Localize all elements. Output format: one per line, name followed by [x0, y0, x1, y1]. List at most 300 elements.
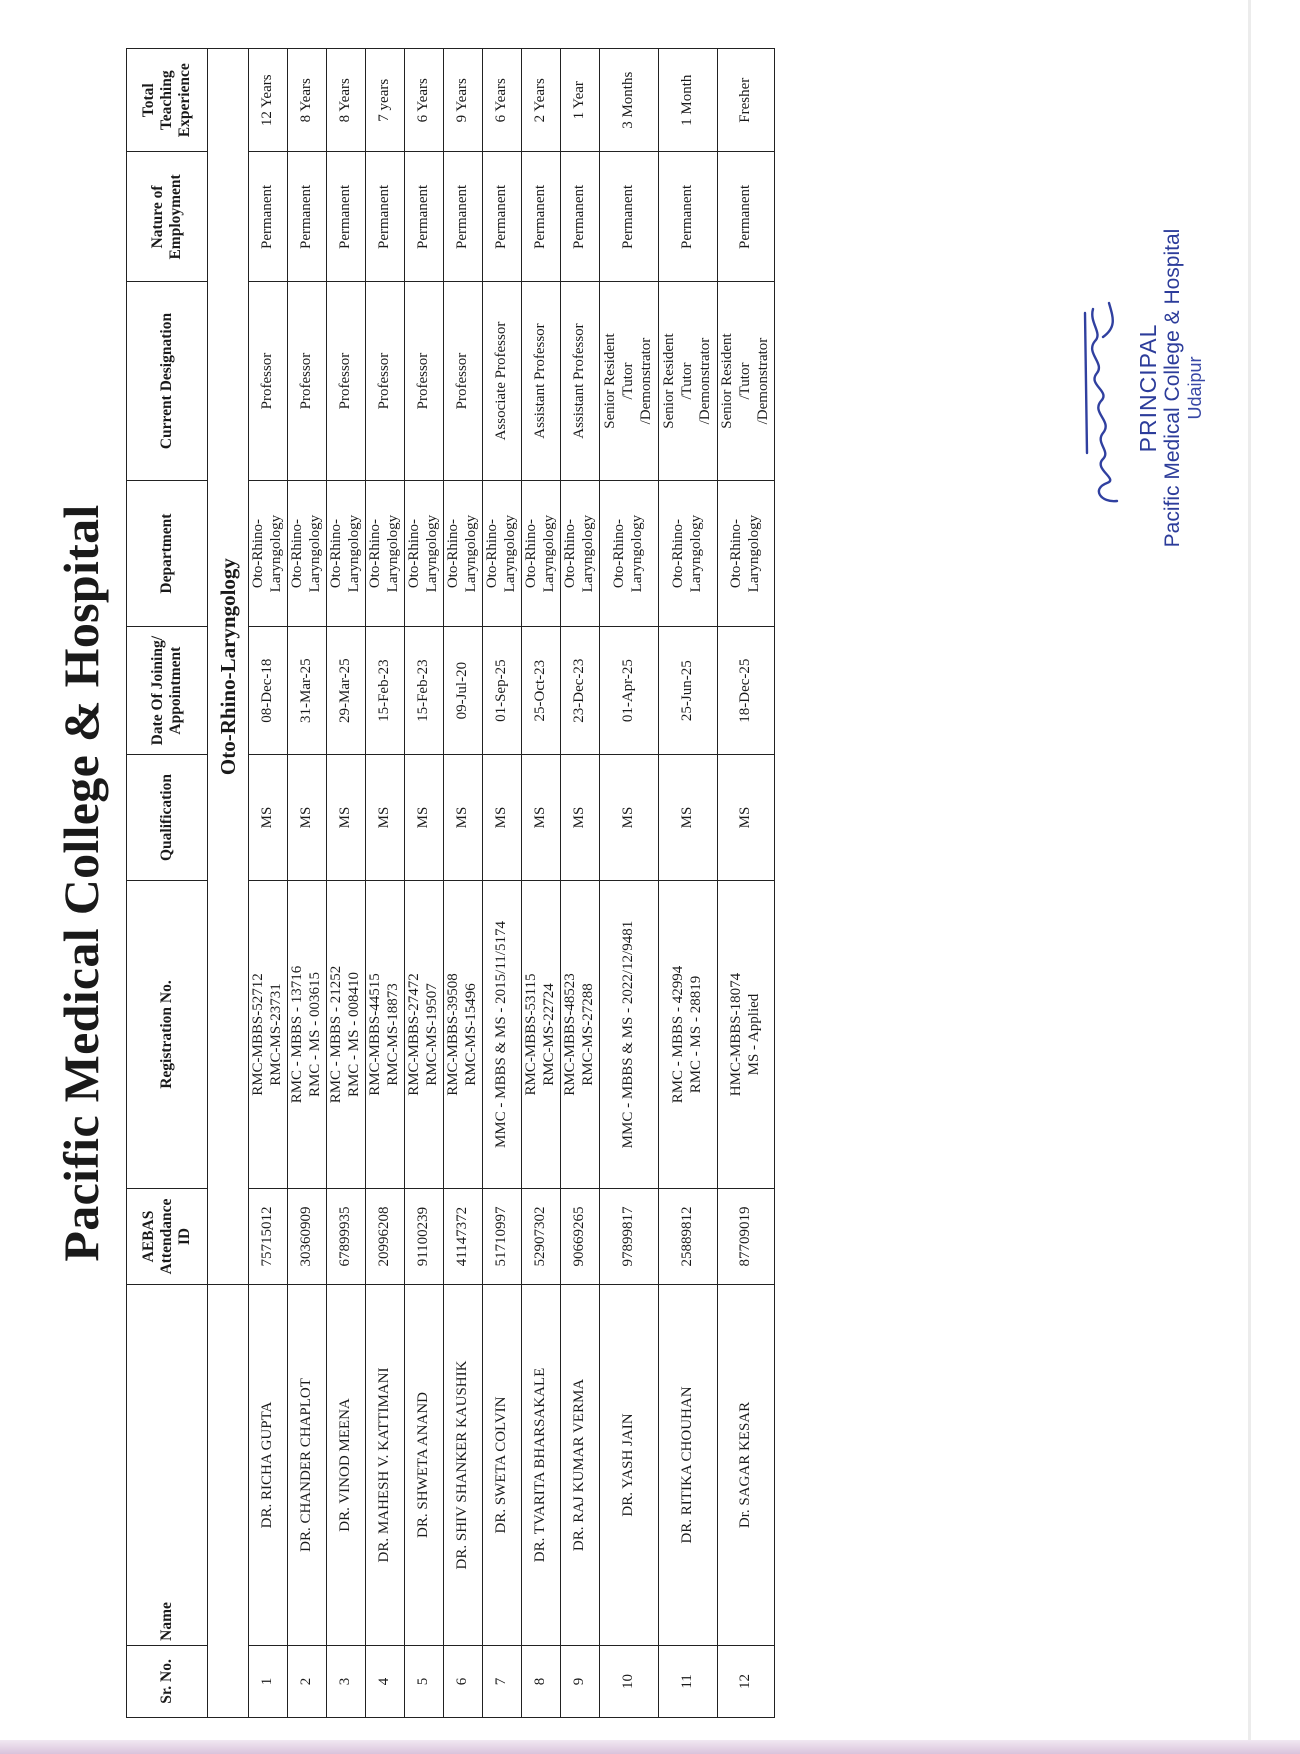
- rotated-page: [38, 48, 1268, 1718]
- sr-no: 8: [532, 1677, 549, 1686]
- cell-date-of-joining: [366, 627, 405, 754]
- qualification: MS: [454, 806, 471, 829]
- cell-name: [249, 1285, 288, 1646]
- cell-nature: [444, 152, 483, 282]
- cell-department: [659, 480, 718, 627]
- cell-nature: [405, 152, 444, 282]
- designation-line-3: /Demonstrator: [637, 337, 654, 425]
- qualification: MS: [679, 806, 696, 829]
- header-qualification: Qualification: [127, 754, 208, 880]
- aebas-id: 25889812: [679, 1206, 696, 1267]
- staff-name: DR. YASH JAIN: [620, 1413, 637, 1517]
- cell-qualification: [405, 754, 444, 880]
- sr-no: 11: [679, 1674, 696, 1689]
- qualification: MS: [298, 806, 315, 829]
- cell-designation: [561, 282, 600, 480]
- registration-line-2: RMC - MS - 28819: [688, 975, 704, 1094]
- cell-designation: [444, 282, 483, 480]
- designation-line-2: /Tutor: [679, 362, 696, 400]
- teaching-experience: Fresher: [737, 77, 754, 123]
- staff-table: [126, 48, 775, 1718]
- staff-name: DR. SWETA COLVIN: [493, 1396, 510, 1534]
- staff-name: DR. SHWETA ANAND: [415, 1392, 432, 1538]
- designation-line-1: Professor: [259, 352, 276, 410]
- nature-of-employment: Permanent: [532, 184, 549, 249]
- nature-of-employment: Permanent: [376, 184, 393, 249]
- cell-name: [405, 1285, 444, 1646]
- cell-aebas: [366, 1188, 405, 1284]
- stamp-title: PRINCIPAL: [1135, 323, 1161, 453]
- cell-date-of-joining: [659, 627, 718, 754]
- department-line-1: Oto-Rhino-: [670, 519, 687, 589]
- cell-designation: [483, 282, 522, 480]
- cell-department: [249, 480, 288, 627]
- department-line-1: Oto-Rhino-: [523, 519, 540, 589]
- cell-registration: [288, 881, 327, 1189]
- date-of-joining: 29-Mar-25: [337, 658, 354, 723]
- date-of-joining: 18-Dec-25: [737, 658, 754, 723]
- department-line-2: Laryngology: [746, 514, 762, 593]
- registration-line-1: RMC-MBBS-44515: [367, 973, 384, 1096]
- department-line-2: Laryngology: [541, 514, 557, 593]
- nature-of-employment: Permanent: [454, 184, 471, 249]
- date-of-joining: 09-Jul-20: [454, 661, 471, 720]
- registration-line-1: RMC-MBBS-53115: [523, 973, 540, 1096]
- registration-line-2: RMC-MS-18873: [385, 983, 401, 1086]
- cell-department: [405, 480, 444, 627]
- cell-department: [288, 480, 327, 627]
- cell-aebas: [405, 1188, 444, 1284]
- nature-of-employment: Permanent: [571, 184, 588, 249]
- cell-sr: [288, 1645, 327, 1717]
- cell-experience: [288, 49, 327, 152]
- cell-qualification: [561, 754, 600, 880]
- department-line-1: Oto-Rhino-: [611, 519, 628, 589]
- qualification: MS: [571, 806, 588, 829]
- designation-line-1: Senior Resident: [661, 333, 678, 429]
- cell-designation: [405, 282, 444, 480]
- teaching-experience: 6 Years: [493, 78, 510, 123]
- designation-line-1: Professor: [454, 352, 471, 410]
- registration-line-2: RMC-MS-27288: [580, 983, 596, 1086]
- designation-line-2: /Tutor: [620, 362, 637, 400]
- cell-name: [483, 1285, 522, 1646]
- aebas-id: 20996208: [376, 1206, 393, 1267]
- department-line-2: Laryngology: [268, 514, 284, 593]
- cell-qualification: [327, 754, 366, 880]
- aebas-id: 90669265: [571, 1206, 588, 1267]
- cell-designation: [659, 282, 718, 480]
- cell-nature: [600, 152, 659, 282]
- cell-sr: [249, 1645, 288, 1717]
- department-line-2: Laryngology: [385, 514, 401, 593]
- cell-aebas: [288, 1188, 327, 1284]
- cell-aebas: [249, 1188, 288, 1284]
- cell-designation: [249, 282, 288, 480]
- staff-name: DR. CHANDER CHAPLOT: [298, 1378, 315, 1552]
- cell-experience: [522, 49, 561, 152]
- cell-sr: [444, 1645, 483, 1717]
- department-line-2: Laryngology: [688, 514, 704, 593]
- cell-experience: [249, 49, 288, 152]
- registration-line-1: RMC-MBBS-39508: [445, 973, 462, 1096]
- qualification: MS: [415, 806, 432, 829]
- designation-line-1: Professor: [337, 352, 354, 410]
- registration-line-1: RMC-MBBS-52712: [250, 973, 267, 1096]
- cell-qualification: [249, 754, 288, 880]
- aebas-id: 41147372: [454, 1206, 471, 1267]
- header-aebas: AEBAS Attendance ID: [127, 1188, 208, 1284]
- cell-aebas: [522, 1188, 561, 1284]
- cell-registration: [405, 881, 444, 1189]
- sr-no: 7: [493, 1677, 510, 1686]
- teaching-experience: 1 Month: [679, 74, 696, 126]
- cell-sr: [659, 1645, 718, 1717]
- cell-name: [366, 1285, 405, 1646]
- cell-date-of-joining: [444, 627, 483, 754]
- department-line-2: Laryngology: [424, 514, 440, 593]
- aebas-id: 67899935: [337, 1206, 354, 1267]
- cell-aebas: [561, 1188, 600, 1284]
- registration-line-2: RMC-MS-19507: [424, 983, 440, 1086]
- department-line-1: Oto-Rhino-: [250, 519, 267, 589]
- cell-sr: [718, 1645, 775, 1717]
- nature-of-employment: Permanent: [415, 184, 432, 249]
- cell-designation: [522, 282, 561, 480]
- nature-of-employment: Permanent: [679, 184, 696, 249]
- registration-line-2: RMC-MS-22724: [541, 983, 557, 1086]
- cell-designation: [288, 282, 327, 480]
- cell-department: [522, 480, 561, 627]
- cell-registration: [327, 881, 366, 1189]
- teaching-experience: 8 Years: [337, 78, 354, 123]
- cell-nature: [522, 152, 561, 282]
- table-row: [718, 49, 775, 1718]
- registration-line-2: RMC - MS - 008410: [346, 972, 362, 1098]
- cell-registration: [366, 881, 405, 1189]
- aebas-id: 87709019: [737, 1206, 754, 1267]
- cell-department: [327, 480, 366, 627]
- date-of-joining: 25-Oct-23: [532, 659, 549, 722]
- section-title: Oto-Rhino-Laryngology: [208, 49, 249, 1285]
- cell-date-of-joining: [249, 627, 288, 754]
- stamp-org: Pacific Medical College & Hospital: [1161, 228, 1184, 548]
- registration-line-1: RMC - MBBS - 13716: [289, 965, 306, 1104]
- cell-nature: [659, 152, 718, 282]
- cell-department: [366, 480, 405, 627]
- cell-registration: [659, 881, 718, 1189]
- cell-name: [522, 1285, 561, 1646]
- nature-of-employment: Permanent: [337, 184, 354, 249]
- cell-experience: [483, 49, 522, 152]
- department-line-1: Oto-Rhino-: [367, 519, 384, 589]
- header-experience: Total Teaching Experience: [127, 49, 208, 152]
- signature-icon: [1073, 283, 1135, 513]
- cell-experience: [405, 49, 444, 152]
- date-of-joining: 01-Apr-25: [620, 659, 637, 723]
- cell-date-of-joining: [561, 627, 600, 754]
- department-line-1: Oto-Rhino-: [328, 519, 345, 589]
- sr-no: 10: [620, 1673, 637, 1689]
- nature-of-employment: Permanent: [737, 184, 754, 249]
- department-line-2: Laryngology: [307, 514, 323, 593]
- date-of-joining: 15-Feb-23: [415, 659, 432, 722]
- cell-designation: [366, 282, 405, 480]
- cell-sr: [561, 1645, 600, 1717]
- designation-line-1: Senior Resident: [719, 333, 736, 429]
- designation-line-1: Senior Resident: [602, 333, 619, 429]
- cell-date-of-joining: [522, 627, 561, 754]
- department-line-2: Laryngology: [346, 514, 362, 593]
- cell-nature: [327, 152, 366, 282]
- cell-name: [659, 1285, 718, 1646]
- cell-department: [718, 480, 775, 627]
- cell-registration: [444, 881, 483, 1189]
- designation-line-2: /Tutor: [737, 362, 754, 400]
- date-of-joining: 01-Sep-25: [493, 659, 510, 722]
- teaching-experience: 7 years: [376, 78, 393, 122]
- department-line-1: Oto-Rhino-: [289, 519, 306, 589]
- department-line-1: Oto-Rhino-: [562, 519, 579, 589]
- cell-date-of-joining: [327, 627, 366, 754]
- qualification: MS: [620, 806, 637, 829]
- registration-line-2: RMC-MS-15496: [463, 983, 479, 1086]
- staff-name: DR. RITIKA CHOUHAN: [679, 1386, 696, 1544]
- cell-name: [600, 1285, 659, 1646]
- qualification: MS: [259, 806, 276, 829]
- cell-qualification: [600, 754, 659, 880]
- registration-line-2: RMC-MS-23731: [268, 983, 284, 1086]
- designation-line-1: Assistant Professor: [532, 323, 549, 439]
- table-row: [405, 49, 444, 1718]
- cell-experience: [718, 49, 775, 152]
- cell-aebas: [600, 1188, 659, 1284]
- staff-name: DR. MAHESH V. KATTIMANI: [376, 1367, 393, 1563]
- cell-department: [600, 480, 659, 627]
- registration-line-1: RMC - MBBS - 42994: [670, 965, 687, 1104]
- cell-sr: [366, 1645, 405, 1717]
- teaching-experience: 12 Years: [259, 74, 276, 127]
- cell-registration: [718, 881, 775, 1189]
- cell-department: [561, 480, 600, 627]
- cell-registration: [483, 881, 522, 1189]
- cell-department: [444, 480, 483, 627]
- teaching-experience: 8 Years: [298, 78, 315, 123]
- cell-aebas: [718, 1188, 775, 1284]
- aebas-id: 52907302: [532, 1206, 549, 1267]
- cell-experience: [561, 49, 600, 152]
- nature-of-employment: Permanent: [298, 184, 315, 249]
- aebas-id: 97899817: [620, 1206, 637, 1267]
- registration-line-1: HMC-MBBS-18074: [728, 972, 745, 1097]
- sr-no: 6: [454, 1677, 471, 1686]
- cell-date-of-joining: [483, 627, 522, 754]
- cell-qualification: [366, 754, 405, 880]
- cell-name: [444, 1285, 483, 1646]
- teaching-experience: 9 Years: [454, 78, 471, 123]
- cell-nature: [718, 152, 775, 282]
- department-line-2: Laryngology: [580, 514, 596, 593]
- cell-aebas: [659, 1188, 718, 1284]
- registration-line-1: MMC - MBBS & MS - 2022/12/9481: [620, 920, 637, 1149]
- table-row: [444, 49, 483, 1718]
- staff-name: DR. RAJ KUMAR VERMA: [571, 1378, 588, 1552]
- date-of-joining: 23-Dec-23: [571, 658, 588, 723]
- table-row: [288, 49, 327, 1718]
- staff-name: DR. SHIV SHANKER KAUSHIK: [454, 1360, 471, 1570]
- cell-registration: [522, 881, 561, 1189]
- cell-name: [718, 1285, 775, 1646]
- page-title: Pacific Medical College & Hospital: [53, 504, 109, 1262]
- sr-no: 5: [415, 1677, 432, 1686]
- section-row: [208, 49, 249, 1718]
- table-row: [366, 49, 405, 1718]
- header-name: Name: [127, 1285, 208, 1646]
- cell-date-of-joining: [718, 627, 775, 754]
- cell-experience: [600, 49, 659, 152]
- staff-name: DR. RICHA GUPTA: [259, 1401, 276, 1529]
- teaching-experience: 3 Months: [620, 71, 637, 129]
- cell-qualification: [483, 754, 522, 880]
- table-row: [522, 49, 561, 1718]
- cell-sr: [522, 1645, 561, 1717]
- aebas-id: 51710997: [493, 1206, 510, 1267]
- header-department: Department: [127, 480, 208, 627]
- aebas-id: 75715012: [259, 1206, 276, 1267]
- department-line-2: Laryngology: [463, 514, 479, 593]
- cell-name: [327, 1285, 366, 1646]
- designation-line-1: Professor: [415, 352, 432, 410]
- staff-name: Dr. SAGAR KESAR: [737, 1401, 754, 1529]
- cell-qualification: [522, 754, 561, 880]
- cell-experience: [444, 49, 483, 152]
- qualification: MS: [737, 806, 754, 829]
- registration-line-2: RMC - MS - 003615: [307, 972, 323, 1098]
- header-designation: Current Designation: [127, 282, 208, 480]
- department-line-1: Oto-Rhino-: [728, 519, 745, 589]
- designation-line-1: Associate Professor: [493, 321, 510, 441]
- registration-line-1: RMC-MBBS-27472: [406, 973, 423, 1096]
- teaching-experience: 6 Years: [415, 78, 432, 123]
- staff-name: DR. VINOD MEENA: [337, 1398, 354, 1532]
- cell-aebas: [444, 1188, 483, 1284]
- table-row: [600, 49, 659, 1718]
- designation-line-1: Assistant Professor: [571, 323, 588, 439]
- department-line-2: Laryngology: [502, 514, 518, 593]
- section-blank: [208, 1285, 249, 1718]
- table-row: [659, 49, 718, 1718]
- cell-department: [483, 480, 522, 627]
- date-of-joining: 15-Feb-23: [376, 659, 393, 722]
- registration-line-1: RMC - MBBS - 21252: [328, 965, 345, 1104]
- cell-name: [561, 1285, 600, 1646]
- qualification: MS: [337, 806, 354, 829]
- nature-of-employment: Permanent: [493, 184, 510, 249]
- teaching-experience: 2 Years: [532, 78, 549, 123]
- cell-experience: [327, 49, 366, 152]
- cell-registration: [249, 881, 288, 1189]
- nature-of-employment: Permanent: [259, 184, 276, 249]
- cell-nature: [483, 152, 522, 282]
- sr-no: 1: [259, 1677, 276, 1686]
- stamp-city: Udaipur: [1185, 356, 1205, 420]
- cell-registration: [600, 881, 659, 1189]
- sr-no: 2: [298, 1677, 315, 1686]
- cell-sr: [327, 1645, 366, 1717]
- cell-designation: [327, 282, 366, 480]
- cell-experience: [366, 49, 405, 152]
- cell-date-of-joining: [600, 627, 659, 754]
- designation-line-3: /Demonstrator: [696, 337, 713, 425]
- aebas-id: 30360909: [298, 1206, 315, 1267]
- designation-line-1: Professor: [376, 352, 393, 410]
- cell-experience: [659, 49, 718, 152]
- department-line-1: Oto-Rhino-: [484, 519, 501, 589]
- principal-stamp: [1073, 68, 1263, 708]
- registration-line-2: MS - Applied: [746, 993, 762, 1076]
- nature-of-employment: Permanent: [620, 184, 637, 249]
- cell-nature: [561, 152, 600, 282]
- department-line-2: Laryngology: [629, 514, 645, 593]
- staff-name: DR. TVARITA BHARSAKALE: [532, 1367, 549, 1563]
- qualification: MS: [493, 806, 510, 829]
- date-of-joining: 31-Mar-25: [298, 658, 315, 723]
- qualification: MS: [532, 806, 549, 829]
- scan-bottom-edge: [0, 1740, 1300, 1754]
- department-line-1: Oto-Rhino-: [406, 519, 423, 589]
- sr-no: 4: [376, 1677, 393, 1686]
- cell-date-of-joining: [405, 627, 444, 754]
- cell-nature: [288, 152, 327, 282]
- date-of-joining: 08-Dec-18: [259, 658, 276, 723]
- cell-qualification: [718, 754, 775, 880]
- cell-date-of-joining: [288, 627, 327, 754]
- cell-designation: [718, 282, 775, 480]
- cell-name: [288, 1285, 327, 1646]
- table-row: [561, 49, 600, 1718]
- header-sr: Sr. No.: [127, 1645, 208, 1717]
- designation-line-3: /Demonstrator: [754, 337, 771, 425]
- cell-sr: [405, 1645, 444, 1717]
- date-of-joining: 25-Jun-25: [679, 660, 696, 722]
- sr-no: 9: [571, 1677, 588, 1686]
- header-date-of-joining: Date Of Joining/ Appointment: [127, 627, 208, 754]
- cell-aebas: [327, 1188, 366, 1284]
- cell-qualification: [288, 754, 327, 880]
- designation-line-1: Professor: [298, 352, 315, 410]
- cell-registration: [561, 881, 600, 1189]
- table-row: [249, 49, 288, 1718]
- sr-no: 3: [337, 1677, 354, 1686]
- table-row: [327, 49, 366, 1718]
- cell-qualification: [444, 754, 483, 880]
- teaching-experience: 1 Year: [571, 81, 588, 120]
- table-row: [483, 49, 522, 1718]
- cell-nature: [366, 152, 405, 282]
- cell-aebas: [483, 1188, 522, 1284]
- qualification: MS: [376, 806, 393, 829]
- registration-line-1: RMC-MBBS-48523: [562, 973, 579, 1096]
- header-row: [127, 49, 208, 1718]
- cell-sr: [600, 1645, 659, 1717]
- sr-no: 12: [737, 1673, 754, 1689]
- department-line-1: Oto-Rhino-: [445, 519, 462, 589]
- cell-nature: [249, 152, 288, 282]
- aebas-id: 91100239: [415, 1206, 432, 1267]
- registration-line-1: MMC - MBBS & MS - 2015/11/5174: [493, 921, 510, 1149]
- cell-qualification: [659, 754, 718, 880]
- cell-designation: [600, 282, 659, 480]
